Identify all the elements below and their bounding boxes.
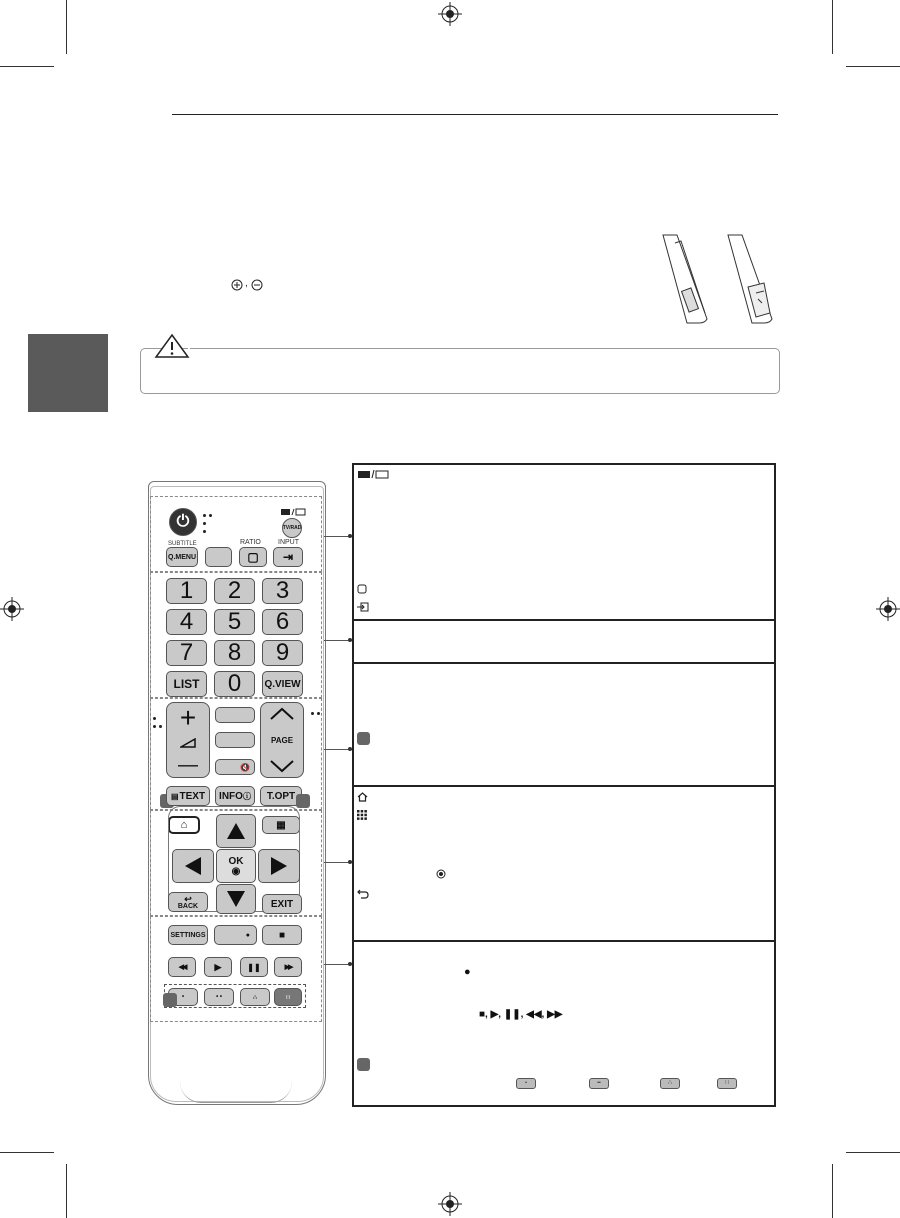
- q-menu-button[interactable]: Q.MENU: [166, 547, 198, 567]
- t-opt-button[interactable]: T.OPT: [260, 786, 302, 806]
- remote-bottom-curve: [180, 1082, 292, 1103]
- mute-button[interactable]: [215, 759, 255, 775]
- exit-button[interactable]: EXIT: [262, 894, 302, 914]
- registration-mark-icon: [0, 597, 24, 621]
- color-key-2[interactable]: [204, 988, 234, 1006]
- number-button-7[interactable]: 7: [166, 640, 207, 666]
- record-dot-icon: ●: [464, 966, 471, 978]
- number-button-0[interactable]: 0: [214, 671, 255, 697]
- crop-mark: [0, 1152, 54, 1153]
- info-icon: ⓘ: [242, 791, 251, 801]
- indicator-dot: [311, 712, 314, 715]
- volume-wedge-icon: [180, 738, 196, 748]
- header-rule: [172, 114, 778, 115]
- power-button[interactable]: ⏻: [169, 508, 197, 536]
- indicator-dot: [153, 725, 156, 728]
- arrow-up-button[interactable]: [216, 814, 256, 848]
- ok-button[interactable]: [216, 849, 256, 883]
- color-key-4[interactable]: [274, 988, 302, 1006]
- panel-divider: [352, 662, 776, 664]
- apps-button[interactable]: ▦: [262, 816, 300, 834]
- indicator-dot: [203, 522, 206, 525]
- indicator-dot: [203, 514, 206, 517]
- panel-divider: [352, 619, 776, 621]
- section-marker: [163, 993, 177, 1007]
- caution-title-rule: [190, 348, 286, 349]
- number-button-5[interactable]: 5: [214, 609, 255, 635]
- volume-plus-icon: +: [179, 702, 197, 733]
- battery-minus-icon: [251, 279, 263, 291]
- info-label: INFO: [219, 790, 243, 802]
- back-label: BACK: [177, 902, 199, 910]
- arrow-down-button[interactable]: [216, 884, 256, 914]
- text-button[interactable]: [166, 786, 210, 806]
- crop-mark: [66, 0, 67, 54]
- list-button[interactable]: LIST: [166, 671, 207, 697]
- home-button[interactable]: ⌂: [168, 816, 200, 834]
- number-button-4[interactable]: 4: [166, 609, 207, 635]
- mute-icon: 🔇: [240, 762, 250, 772]
- chevron-up-icon: [269, 707, 295, 721]
- volume-minus-icon: —: [178, 754, 198, 776]
- color-key-4-icon: ∷: [717, 1078, 737, 1089]
- record-button[interactable]: ●: [214, 925, 257, 945]
- two-dot-icon: • •: [216, 994, 222, 1000]
- remote-battery-cover-illustration: [655, 233, 715, 325]
- chevron-down-icon: [269, 759, 295, 773]
- arrow-up-icon: [227, 823, 245, 839]
- section-marker: [357, 732, 370, 745]
- play-button[interactable]: ▶: [204, 957, 232, 977]
- registration-mark-icon: [876, 597, 900, 621]
- crop-mark: [832, 1164, 833, 1218]
- stop-button[interactable]: ■: [262, 925, 302, 945]
- color-key-1-icon: •: [516, 1078, 536, 1089]
- tv-radio-icon: [280, 508, 306, 516]
- arrow-down-icon: [227, 891, 245, 907]
- arrow-right-button[interactable]: [258, 849, 300, 883]
- arrow-left-icon: [185, 857, 201, 875]
- back-arrow-icon: ↩: [184, 893, 192, 904]
- input-button[interactable]: ⇥: [273, 547, 303, 567]
- ok-target-icon: [436, 869, 446, 879]
- ratio-icon: [357, 584, 367, 594]
- teletext-icon: ▤: [170, 791, 179, 801]
- number-button-3[interactable]: 3: [262, 578, 303, 604]
- ok-label: OK: [228, 855, 244, 867]
- indicator-dot: [209, 514, 212, 517]
- section-marker: [296, 794, 310, 808]
- page-label: PAGE: [270, 735, 294, 745]
- info-button[interactable]: [215, 786, 255, 806]
- indicator-dot: [203, 530, 206, 533]
- caution-box: [140, 348, 780, 394]
- section-marker: [357, 1058, 370, 1071]
- home-icon: [357, 792, 368, 802]
- rewind-button[interactable]: ◀◀: [168, 957, 196, 977]
- crop-mark: [66, 1164, 67, 1218]
- number-button-9[interactable]: 9: [262, 640, 303, 666]
- three-dot-icon: ∴: [253, 994, 257, 1001]
- blank-button[interactable]: [215, 707, 255, 723]
- number-button-6[interactable]: 6: [262, 609, 303, 635]
- volume-rocker[interactable]: [166, 702, 210, 778]
- blank-button[interactable]: [215, 732, 255, 748]
- crop-mark: [832, 0, 833, 54]
- crop-mark: [846, 66, 900, 67]
- subtitle-label: SUBTITLE: [168, 541, 197, 547]
- input-label: INPUT: [278, 539, 299, 546]
- registration-mark-icon: [438, 1192, 462, 1216]
- color-key-3-icon: ∴: [660, 1078, 680, 1089]
- battery-plus-icon: [231, 279, 243, 291]
- indicator-dot: [153, 717, 156, 720]
- color-key-3[interactable]: [240, 988, 270, 1006]
- text-label: TEXT: [179, 790, 206, 802]
- number-button-1[interactable]: 1: [166, 578, 207, 604]
- number-button-8[interactable]: 8: [214, 640, 255, 666]
- ok-target-icon: ◉: [231, 865, 241, 877]
- arrow-left-button[interactable]: [172, 849, 214, 883]
- crop-mark: [846, 1152, 900, 1153]
- pause-button[interactable]: ❚❚: [240, 957, 268, 977]
- crop-mark: [0, 66, 54, 67]
- warning-triangle-icon: [154, 333, 190, 359]
- tv-rad-button[interactable]: TV/RAD: [282, 518, 302, 538]
- ratio-label: RATIO: [240, 539, 261, 546]
- indicator-dot: [317, 712, 320, 715]
- one-dot-icon: •: [181, 994, 185, 1000]
- back-button[interactable]: [168, 892, 208, 912]
- indicator-dot: [159, 725, 162, 728]
- chapter-tab: [28, 334, 108, 412]
- fast-forward-button[interactable]: ▶▶: [274, 957, 302, 977]
- registration-mark-icon: [438, 2, 462, 26]
- battery-separator: ,: [245, 278, 248, 289]
- input-icon: [357, 602, 369, 612]
- page-rocker[interactable]: [260, 702, 304, 778]
- panel-divider: [352, 785, 776, 787]
- panel-divider: [352, 940, 776, 942]
- apps-icon: [357, 810, 367, 820]
- four-dot-icon: ∷: [286, 994, 290, 1001]
- color-key-2-icon: ••: [589, 1078, 609, 1089]
- media-symbols: ■, ▶, ❚❚, ◀◀, ▶▶: [479, 1009, 563, 1020]
- blank-button[interactable]: [205, 547, 232, 567]
- number-button-2[interactable]: 2: [214, 578, 255, 604]
- arrow-right-icon: [271, 857, 287, 875]
- tv-radio-icon: [357, 469, 389, 479]
- remote-battery-cover-illustration: [720, 233, 780, 325]
- q-view-button[interactable]: Q.VIEW: [262, 671, 303, 697]
- settings-button[interactable]: SETTINGS: [168, 925, 208, 945]
- ratio-button[interactable]: ▢: [239, 547, 267, 567]
- back-arrow-icon: [357, 889, 369, 899]
